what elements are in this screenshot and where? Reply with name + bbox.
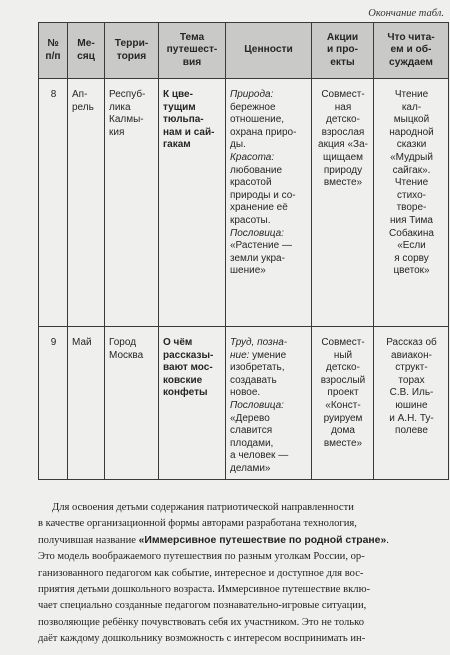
cell-line: С.В. Иль- — [389, 387, 434, 399]
cell-line: детско- — [326, 114, 360, 126]
cell-line: Совмест- — [321, 337, 365, 348]
cell-line: Терри- — [114, 37, 149, 49]
cell-line: Москва — [109, 349, 144, 361]
cell-line: щищаем — [322, 151, 364, 163]
cell-line — [230, 253, 308, 266]
cell-line — [230, 438, 308, 451]
cell-line — [230, 425, 308, 438]
value-category-label: Труд, позна- — [230, 337, 288, 348]
cell-line: ковские — [163, 374, 203, 386]
cell-line: кал- — [401, 101, 422, 113]
cell-line: авиакон- — [391, 349, 432, 361]
value-text: умение — [249, 349, 287, 361]
table-row — [39, 327, 449, 480]
cell-line: О чём — [163, 337, 193, 348]
cell-line — [230, 89, 308, 102]
cell-line: Ценности — [244, 44, 293, 56]
cell-territory — [105, 79, 159, 327]
cell-line: «Мудрый — [390, 151, 433, 163]
cell-values — [226, 79, 312, 327]
cell-line — [230, 139, 308, 152]
value-text: а человек — — [230, 450, 289, 462]
cell-line: кия — [109, 126, 125, 138]
cell-line: природу — [323, 164, 363, 176]
cell-line: путешест- — [166, 44, 218, 56]
cell-line — [230, 337, 308, 350]
cell-line: рель — [72, 101, 94, 113]
value-category-label: Пословица: — [230, 227, 284, 239]
cell-line: сяц — [77, 50, 95, 62]
value-text: делами» — [230, 462, 271, 474]
cell-line — [230, 350, 308, 363]
cell-line: я сорву — [394, 252, 429, 264]
cell-line — [230, 400, 308, 413]
cell-line: сказки — [396, 139, 427, 151]
cell-line: руируем — [323, 412, 363, 424]
cell-line: ния Тима — [390, 214, 433, 226]
value-text: шение» — [230, 265, 266, 277]
paragraph-line: чает специально созданные педагогом познавательно-игровые ситуации, — [38, 600, 367, 612]
cell-actions — [312, 79, 374, 327]
table-continuation-caption: Окончание табл. — [368, 8, 444, 19]
paragraph-line: позволяющие ребёнку почувствовать себя их участником. Это не только — [38, 616, 365, 628]
cell-line — [230, 152, 308, 165]
cell-line: дома — [331, 425, 355, 437]
table-row — [39, 79, 449, 327]
value-text: ды. — [230, 139, 246, 151]
travel-plan-table — [38, 22, 449, 480]
paragraph-text: . — [386, 534, 389, 546]
cell-line — [230, 228, 308, 241]
header-col-theme — [159, 23, 226, 79]
cell-line — [230, 387, 308, 400]
value-category-label: Пословица: — [230, 399, 284, 411]
cell-line: Ап- — [72, 89, 88, 100]
cell-number: 8 — [39, 79, 68, 327]
cell-line — [230, 190, 308, 203]
technology-name: «Иммерсивное путешествие по родной стране» — [138, 534, 387, 546]
value-text: создавать — [230, 374, 277, 386]
cell-line: юшине — [395, 399, 428, 411]
cell-line — [230, 240, 308, 253]
value-text: природы и со- — [230, 189, 296, 201]
header-col-reading — [374, 23, 449, 79]
value-text: славится — [230, 425, 273, 437]
cell-line: акция «За- — [318, 139, 368, 151]
value-text: плодами, — [230, 437, 274, 449]
cell-line: и А.Н. Ту- — [389, 412, 434, 424]
cell-values — [226, 327, 312, 480]
cell-month — [68, 79, 105, 327]
cell-line: Рассказ об — [386, 337, 437, 348]
cell-line: вия — [182, 56, 202, 68]
cell-line: и про- — [326, 44, 359, 56]
paragraph-line: Это модель воображаемого путешествия по разным уголкам России, ор- — [38, 551, 365, 563]
value-category-label: ние: — [230, 349, 250, 361]
cell-line: детско- — [326, 362, 360, 374]
value-text: новое. — [230, 387, 261, 399]
header-col-values — [226, 23, 312, 79]
cell-line: мыцкой — [393, 114, 430, 126]
cell-line: вместе» — [323, 177, 363, 189]
cell-line: полеве — [395, 425, 428, 437]
cell-line: ем и об- — [390, 44, 432, 56]
cell-line: рассказы- — [163, 349, 214, 361]
cell-line — [230, 463, 308, 476]
cell-line: «Конст- — [325, 399, 361, 411]
cell-line: цветок» — [393, 265, 430, 277]
value-text: хранение её — [230, 202, 288, 214]
cell-month — [68, 327, 105, 480]
cell-line: К цве- — [163, 89, 193, 100]
cell-line: взрослая — [321, 126, 365, 138]
cell-line: Тема — [179, 31, 205, 43]
cell-line: Совмест- — [321, 89, 365, 100]
cell-theme — [159, 79, 226, 327]
cell-line: ная — [334, 101, 352, 113]
cell-line — [230, 450, 308, 463]
cell-line: ный — [333, 349, 353, 361]
value-text: охрана приро- — [230, 126, 297, 138]
value-text: красоты. — [230, 214, 271, 226]
cell-line: тущим — [163, 101, 196, 113]
cell-line — [230, 165, 308, 178]
value-text: бережное — [230, 101, 276, 113]
cell-line — [230, 177, 308, 190]
value-category-label: Красота: — [230, 151, 275, 163]
cell-line — [230, 265, 308, 278]
cell-line: тюльпа- — [163, 114, 204, 126]
value-text: красотой — [230, 177, 272, 189]
cell-line: Ме- — [77, 37, 95, 49]
value-text: «Растение — — [230, 240, 292, 252]
cell-line — [230, 362, 308, 375]
cell-line — [230, 215, 308, 228]
cell-line: Чтение — [394, 89, 429, 100]
cell-line: структ- — [395, 362, 428, 374]
cell-line: «Если — [397, 240, 426, 252]
value-text: отношение, — [230, 114, 285, 126]
cell-actions — [312, 327, 374, 480]
cell-line: творе- — [396, 202, 427, 214]
cell-territory — [105, 327, 159, 480]
header-col-territory — [105, 23, 159, 79]
cell-line: вместе» — [323, 437, 363, 449]
table-header-row — [39, 23, 449, 79]
cell-line: вают мос- — [163, 362, 213, 374]
cell-line — [230, 413, 308, 426]
cell-line — [230, 375, 308, 388]
cell-line: сайгак». — [392, 164, 431, 176]
cell-line — [230, 202, 308, 215]
cell-line: проект — [327, 387, 359, 399]
cell-line: суждаем — [389, 56, 433, 68]
value-text: изобретать, — [230, 362, 285, 374]
paragraph-line: ганизованного педагогом как событие, интересное и доступное для вос- — [38, 567, 364, 579]
header-col-month — [68, 23, 105, 79]
header-col-number — [39, 23, 68, 79]
value-text: земли укра- — [230, 252, 285, 264]
cell-line — [230, 102, 308, 115]
cell-line: тория — [116, 50, 147, 62]
cell-reading — [374, 327, 449, 480]
body-paragraph — [38, 500, 448, 648]
paragraph-line: Для освоения детьми содержания патриотической направленности — [52, 502, 354, 513]
value-text: «Дерево — [230, 412, 270, 424]
cell-line: № — [47, 37, 59, 49]
paragraph-line — [38, 533, 448, 549]
value-category-label: Природа: — [230, 89, 274, 100]
paragraph-line: приятия детьми дошкольного возраста. Иммерсивное путешествие вклю- — [38, 584, 371, 596]
cell-line — [230, 127, 308, 140]
cell-line: Акции — [326, 31, 359, 43]
cell-line: народной — [389, 126, 434, 138]
cell-line: Май — [72, 337, 92, 348]
cell-line: стихо- — [397, 189, 426, 201]
cell-line: лика — [109, 101, 131, 113]
cell-line: Калмы- — [109, 114, 144, 126]
header-col-actions — [312, 23, 374, 79]
cell-line: Что чита- — [387, 31, 435, 43]
cell-line — [230, 114, 308, 127]
cell-line: Чтение — [394, 177, 429, 189]
cell-line: взрослый — [320, 374, 366, 386]
value-text: любование — [230, 164, 283, 176]
cell-line: Город — [109, 337, 137, 348]
cell-line: п/п — [45, 50, 61, 62]
cell-line: гакам — [163, 139, 191, 151]
cell-line: Собакина — [389, 227, 434, 239]
paragraph-text: получившая название — [38, 534, 139, 546]
cell-line: нам и сай- — [163, 126, 215, 138]
paragraph-line: даёт каждому дошкольнику возможность с интересом воспринимать ин- — [38, 633, 366, 645]
cell-theme — [159, 327, 226, 480]
cell-line: конфеты — [163, 387, 208, 399]
cell-line: екты — [330, 56, 355, 68]
cell-reading — [374, 79, 449, 327]
cell-number: 9 — [39, 327, 68, 480]
cell-line: торах — [398, 374, 425, 386]
paragraph-line: в качестве организационной формы авторами разработана технология, — [38, 518, 357, 530]
cell-line: Респуб- — [109, 89, 146, 100]
